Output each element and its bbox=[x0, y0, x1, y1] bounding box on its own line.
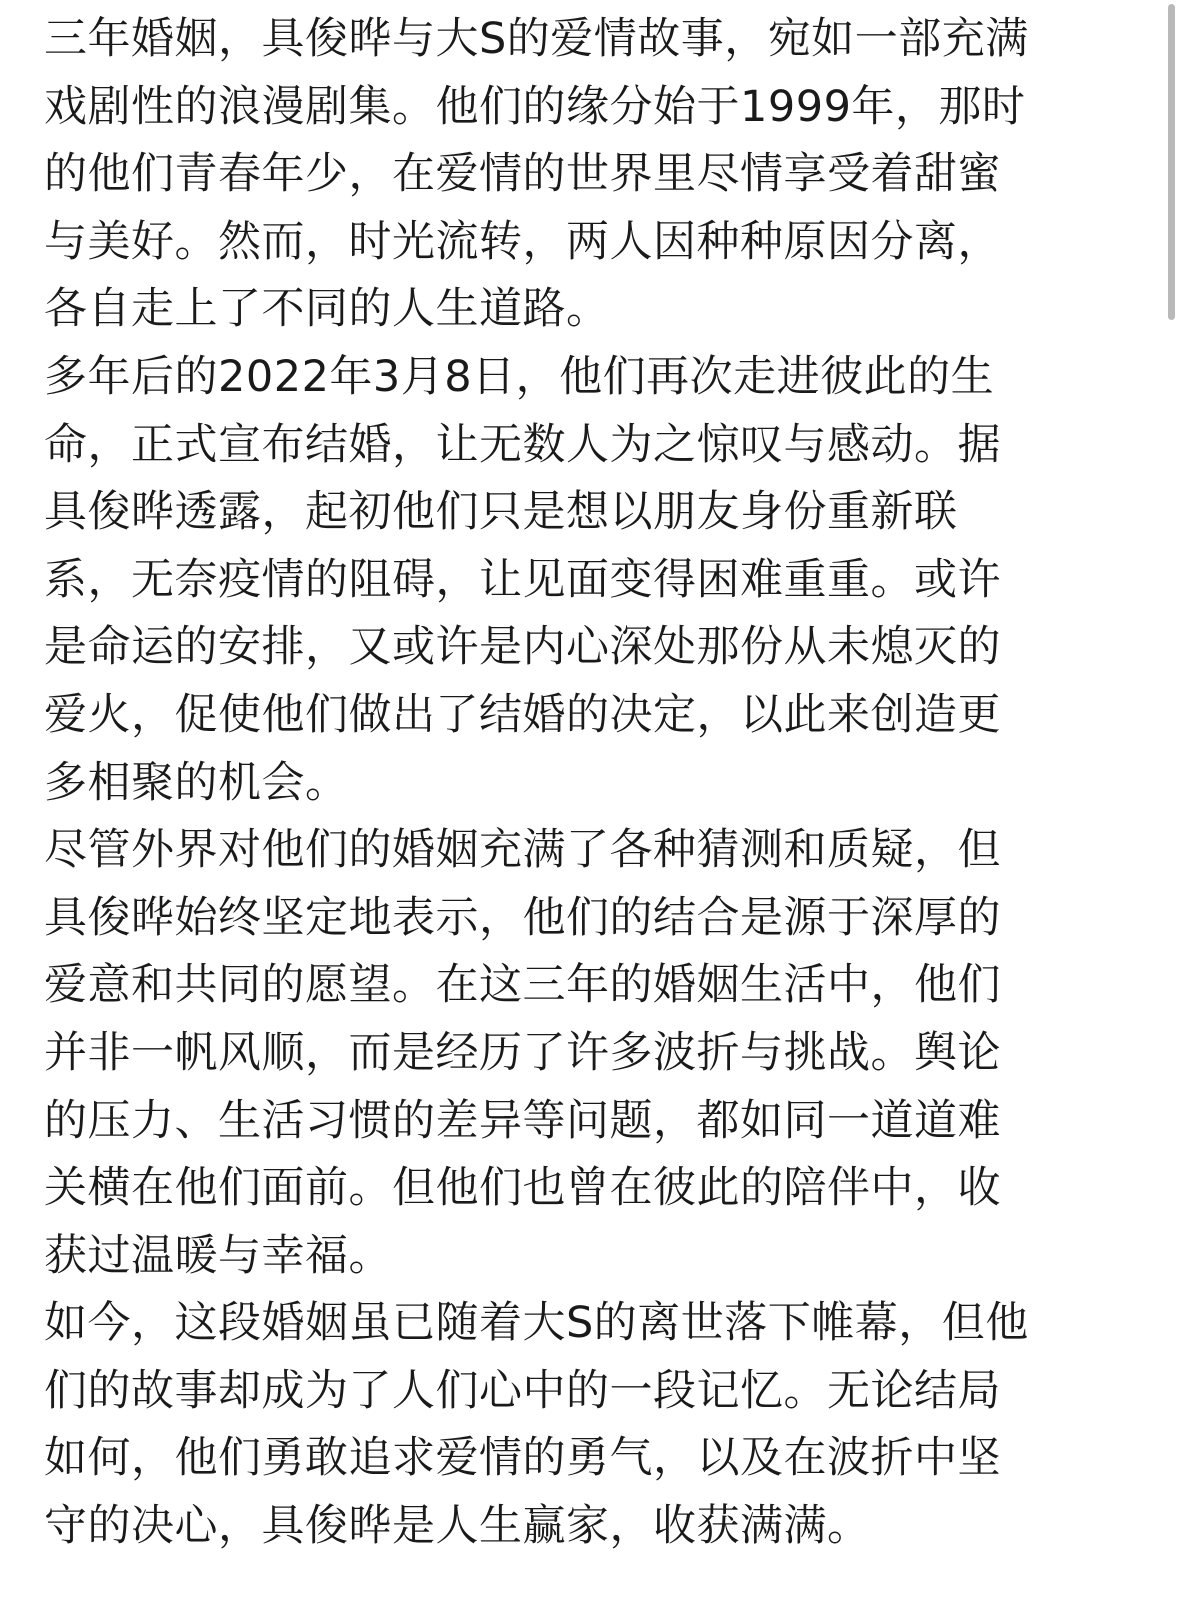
scrollbar[interactable] bbox=[1165, 0, 1179, 1604]
text-line: 与美好。然而，时光流转，两人因种种原因分离， bbox=[44, 216, 1001, 267]
text-line: 尽管外界对他们的婚姻充满了各种猜测和质疑，但 bbox=[44, 825, 1001, 876]
text-line: 爱意和共同的愿望。在这三年的婚姻生活中，他们 bbox=[44, 960, 1001, 1011]
text-line: 具俊晔始终坚定地表示，他们的结合是源于深厚的 bbox=[44, 892, 1001, 943]
text-line: 并非一帆风顺，而是经历了许多波折与挑战。舆论 bbox=[44, 1027, 1001, 1078]
article-text bbox=[44, 6, 1124, 1561]
text-line: 三年婚姻，具俊晔与大S的爱情故事，宛如一部充满 bbox=[44, 14, 1029, 64]
text-line: 多相聚的机会。 bbox=[44, 757, 349, 808]
text-line: 关横在他们面前。但他们也曾在彼此的陪伴中，收 bbox=[44, 1163, 1001, 1214]
text-line: 如今，这段婚姻虽已随着大S的离世落下帷幕，但他 bbox=[44, 1298, 1029, 1349]
text-line: 爱火，促使他们做出了结婚的决定，以此来创造更 bbox=[44, 689, 1001, 740]
text-line: 如何，他们勇敢追求爱情的勇气，以及在波折中坚 bbox=[44, 1433, 1001, 1484]
text-line: 获过温暖与幸福。 bbox=[44, 1230, 392, 1281]
text-line: 是命运的安排，又或许是内心深处那份从未熄灭的 bbox=[44, 622, 1001, 673]
scrollbar-thumb[interactable] bbox=[1168, 4, 1175, 320]
text-line: 命，正式宣布结婚，让无数人为之惊叹与感动。据 bbox=[44, 419, 1001, 470]
text-line: 的压力、生活习惯的差异等问题，都如同一道道难 bbox=[44, 1095, 1001, 1146]
text-line: 各自走上了不同的人生道路。 bbox=[44, 284, 610, 335]
text-line: 具俊晔透露，起初他们只是想以朋友身份重新联 bbox=[44, 487, 958, 538]
text-line: 守的决心，具俊晔是人生赢家，收获满满。 bbox=[44, 1501, 871, 1552]
text-line: 系，无奈疫情的阻碍，让见面变得困难重重。或许 bbox=[44, 554, 1001, 605]
text-line: 们的故事却成为了人们心中的一段记忆。无论结局 bbox=[44, 1365, 1001, 1416]
text-line: 的他们青春年少，在爱情的世界里尽情享受着甜蜜 bbox=[44, 149, 1001, 200]
text-line: 戏剧性的浪漫剧集。他们的缘分始于1999年，那时 bbox=[44, 81, 1026, 132]
text-line: 多年后的2022年3月8日，他们再次走进彼此的生 bbox=[44, 351, 995, 402]
